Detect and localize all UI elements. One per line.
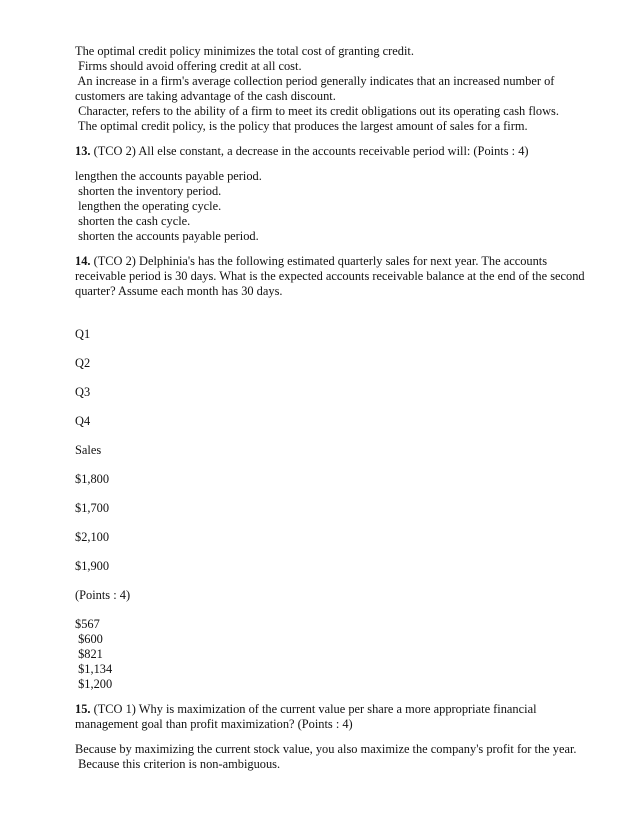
question-14 <box>75 254 595 692</box>
q14-question-line-3: quarter? Assume each month has 30 days. <box>75 284 283 298</box>
q12-option-2: Firms should avoid offering credit at all cost. <box>75 59 302 73</box>
q15-option-2: Because this criterion is non-ambiguous. <box>75 757 281 771</box>
q14-option-3: $821 <box>75 647 103 661</box>
q14-option-2: $600 <box>75 632 103 646</box>
q13-option-2: shorten the inventory period. <box>75 184 222 198</box>
q15-text: (TCO 1) Why is maximization of the current value per share a more appropriate financial <box>90 702 537 716</box>
q14-item-q2: Q2 <box>75 356 91 370</box>
q13-option-1: lengthen the accounts payable period. <box>75 169 262 183</box>
q15-number: 15. <box>75 702 91 716</box>
q13-option-4: shorten the cash cycle. <box>75 214 191 228</box>
q14-item-2100: $2,100 <box>75 530 110 544</box>
q14-item-q3: Q3 <box>75 385 91 399</box>
q12-option-3-line-2: customers are taking advantage of the cash discount. <box>75 89 336 103</box>
q13-question <box>75 144 595 159</box>
q14-item-1900: $1,900 <box>75 559 110 573</box>
q14-question-line-1 <box>75 254 595 269</box>
q14-item-1700: $1,700 <box>75 501 110 515</box>
document-page <box>75 44 595 772</box>
q15-question-line-1 <box>75 702 595 717</box>
q14-item-sales: Sales <box>75 443 102 457</box>
q14-item-q4: Q4 <box>75 414 91 428</box>
question-13 <box>75 144 595 244</box>
q12-option-5: The optimal credit policy, is the policy that produces the largest amount of sales for a firm. <box>75 119 528 133</box>
q14-text: (TCO 2) Delphinia's has the following estimated quarterly sales for next year. The accounts <box>90 254 548 268</box>
q15-question-line-2: management goal than profit maximization? (Points : 4) <box>75 717 353 731</box>
q12-options <box>75 44 595 134</box>
q14-option-5: $1,200 <box>75 677 113 691</box>
q12-option-4: Character, refers to the ability of a firm to meet its credit obligations out its operating cash flows. <box>75 104 559 118</box>
q14-question-line-2: receivable period is 30 days. What is the expected accounts receivable balance at the end of the second <box>75 269 585 283</box>
q14-table-items <box>75 327 595 603</box>
question-15 <box>75 702 595 772</box>
q15-option-1: Because by maximizing the current stock value, you also maximize the company's profit for the year. <box>75 742 577 756</box>
q14-number: 14. <box>75 254 91 268</box>
q12-option-1: The optimal credit policy minimizes the total cost of granting credit. <box>75 44 414 58</box>
q14-item-points: (Points : 4) <box>75 588 131 602</box>
q14-item-q1: Q1 <box>75 327 91 341</box>
q13-number: 13. <box>75 144 91 158</box>
q14-item-1800: $1,800 <box>75 472 110 486</box>
q14-option-4: $1,134 <box>75 662 113 676</box>
q13-option-5: shorten the accounts payable period. <box>75 229 259 243</box>
q13-option-3: lengthen the operating cycle. <box>75 199 222 213</box>
q13-text: (TCO 2) All else constant, a decrease in the accounts receivable period will: (Points : 4) <box>90 144 529 158</box>
q14-option-1: $567 <box>75 617 100 631</box>
q12-option-3-line-1: An increase in a firm's average collection period generally indicates that an increased number of <box>75 74 555 88</box>
